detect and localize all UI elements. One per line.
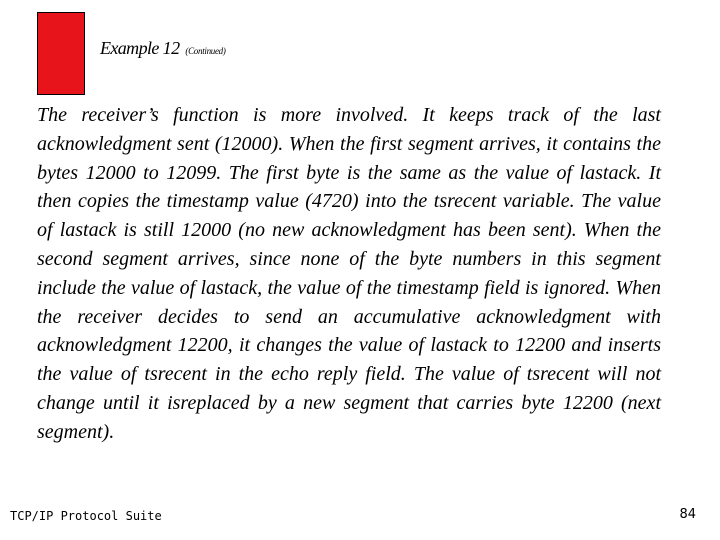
slide-title [100, 38, 226, 59]
title-subtitle: (Continued) [185, 46, 226, 56]
red-accent-block [37, 12, 85, 95]
body-paragraph: The receiver’s function is more involved. It keeps track of the last acknowledgment sent (12000). When the first segment arrives, it contains the bytes 12000 to 12099. The first byte is the same as the value of lastack. It then copies the timestamp value (4720) into the tsrecent variable. The value of lastack is still 12000 (no new acknowledgment has been sent). When the second segment arrives, since none of the byte numbers in this segment include the value of lastack, the value of the timestamp field is ignored. When the receiver decides to send an accumulative acknowledgment with acknowledgment 12200, it changes the value of lastack to 12200 and inserts the value of tsrecent in the echo reply field. The value of tsrecent will not change until it isreplaced by a new segment that carries byte 12200 (next segment). [37, 104, 661, 443]
title-main: Example 12 [100, 38, 180, 58]
page-number: 84 [679, 507, 696, 522]
footer-suite-label: TCP/IP Protocol Suite [10, 509, 162, 523]
